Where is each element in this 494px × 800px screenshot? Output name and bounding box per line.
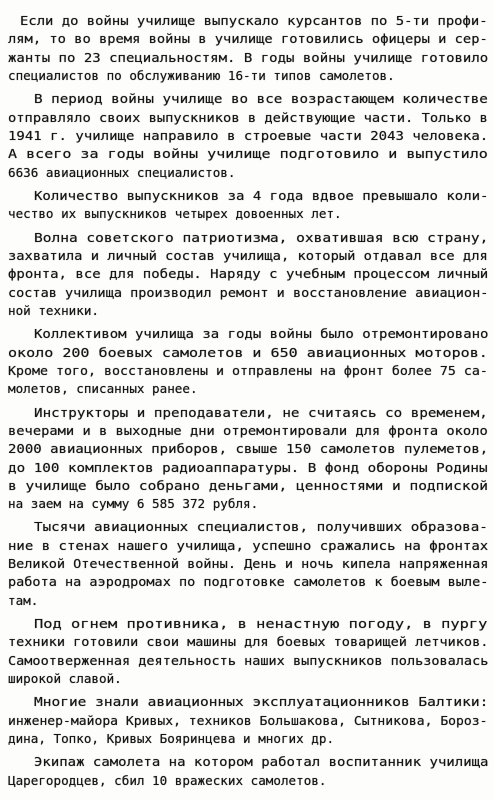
text-line: Царегородцев, сбил 10 вражеских самолетов.: [8, 772, 327, 788]
text-line: А всего за годы войны училище подготовило и выпустило: [8, 146, 488, 162]
text-line: Самоотверженная деятельность наших выпускников пользовалась: [8, 652, 489, 668]
text-line: молетов, списанных ранее.: [8, 381, 198, 397]
text-line: В период войны училище во все возрастающем количестве: [34, 91, 488, 107]
text-line: чество их выпускников четырех довоенных лет.: [8, 206, 342, 222]
text-line: вечерами и в выходные дни отремонтировали для фронта около: [8, 422, 488, 438]
text-line: Экипаж самолета на котором работал воспитанник училища: [34, 754, 489, 770]
text-line: отправляло своих выпускников в действующие части. Только в: [8, 109, 488, 125]
text-line: Кроме того, восстановлены и отправлены на фронт более 75 са-: [8, 362, 488, 378]
text-line: там.: [8, 592, 39, 608]
text-line: ной техники.: [8, 302, 99, 318]
text-line: захватила и личный состав училища, который отдавал все для: [8, 247, 488, 263]
text-line: 6636 авиационных специалистов.: [8, 164, 236, 180]
text-line: фронта, все для победы. Наряду с учебным процессом личный: [8, 266, 489, 282]
text-line: работа на аэродромах по подготовке самолетов к боевым выле-: [8, 574, 489, 590]
text-line: Многие знали авиационных эксплуатационников Балтики:: [34, 694, 489, 710]
text-line: жанты по 23 специальностям. В годы войны училище готовило: [8, 49, 489, 65]
text-line: 2000 авиационных приборов, свыше 150 самолетов пулеметов,: [8, 441, 489, 457]
text-line: на заем на сумму 6 585 372 рубля.: [8, 496, 259, 512]
text-line: дина, Топко, Кривых Бояринцева и многих др.: [8, 731, 335, 746]
text-line: лям, то во время войны в училище готовились офицеры и сер-: [8, 31, 488, 47]
text-line: специалистов по обслуживанию 16-ти типов самолетов.: [8, 68, 395, 83]
text-line: ние в стенах нашего училища, успешно сражались на фронтах: [8, 537, 489, 553]
text-line: инженер-майора Кривых, техников Большакова, Сытникова, Борoз-: [8, 712, 488, 728]
text-line: Великой Отечественной войны. День и ночь кипела напряженная: [8, 556, 489, 572]
text-line: Если до войны училище выпускало курсантов по 5-ти профи-: [20, 13, 488, 28]
text-line: Тысячи авиационных специалистов, получивших образова-: [34, 519, 488, 535]
text-line: Под огнем противника, в ненастную погоду, в пургу: [34, 616, 488, 632]
text-line: широкой славой.: [8, 671, 122, 687]
text-line: Волна советского патриотизма, охватившая всю страну,: [34, 229, 489, 245]
text-line: до 100 комплектов радиоаппаратуры. В фонд обороны Родины: [8, 459, 488, 475]
text-line: 1941 г. училище направило в строевые части 2043 человека.: [8, 128, 489, 143]
text-line: в училище было собрано деньгами, ценностями и подпиской: [8, 477, 489, 493]
text-line: Инструкторы и преподаватели, не считаясь со временем,: [34, 404, 488, 420]
text-line: техники готовили свои машины для боевых товарищей летчиков.: [8, 634, 489, 650]
text-line: Количество выпускников за 4 года вдвое превышало коли-: [34, 187, 489, 203]
text-line: около 200 боевых самолетов и 650 авиационных моторов.: [8, 344, 488, 360]
text-line: Коллективом училища за годы войны было отремонтировано: [34, 326, 489, 342]
text-line: состав училища производил ремонт и восстановление авиацион-: [8, 284, 489, 300]
